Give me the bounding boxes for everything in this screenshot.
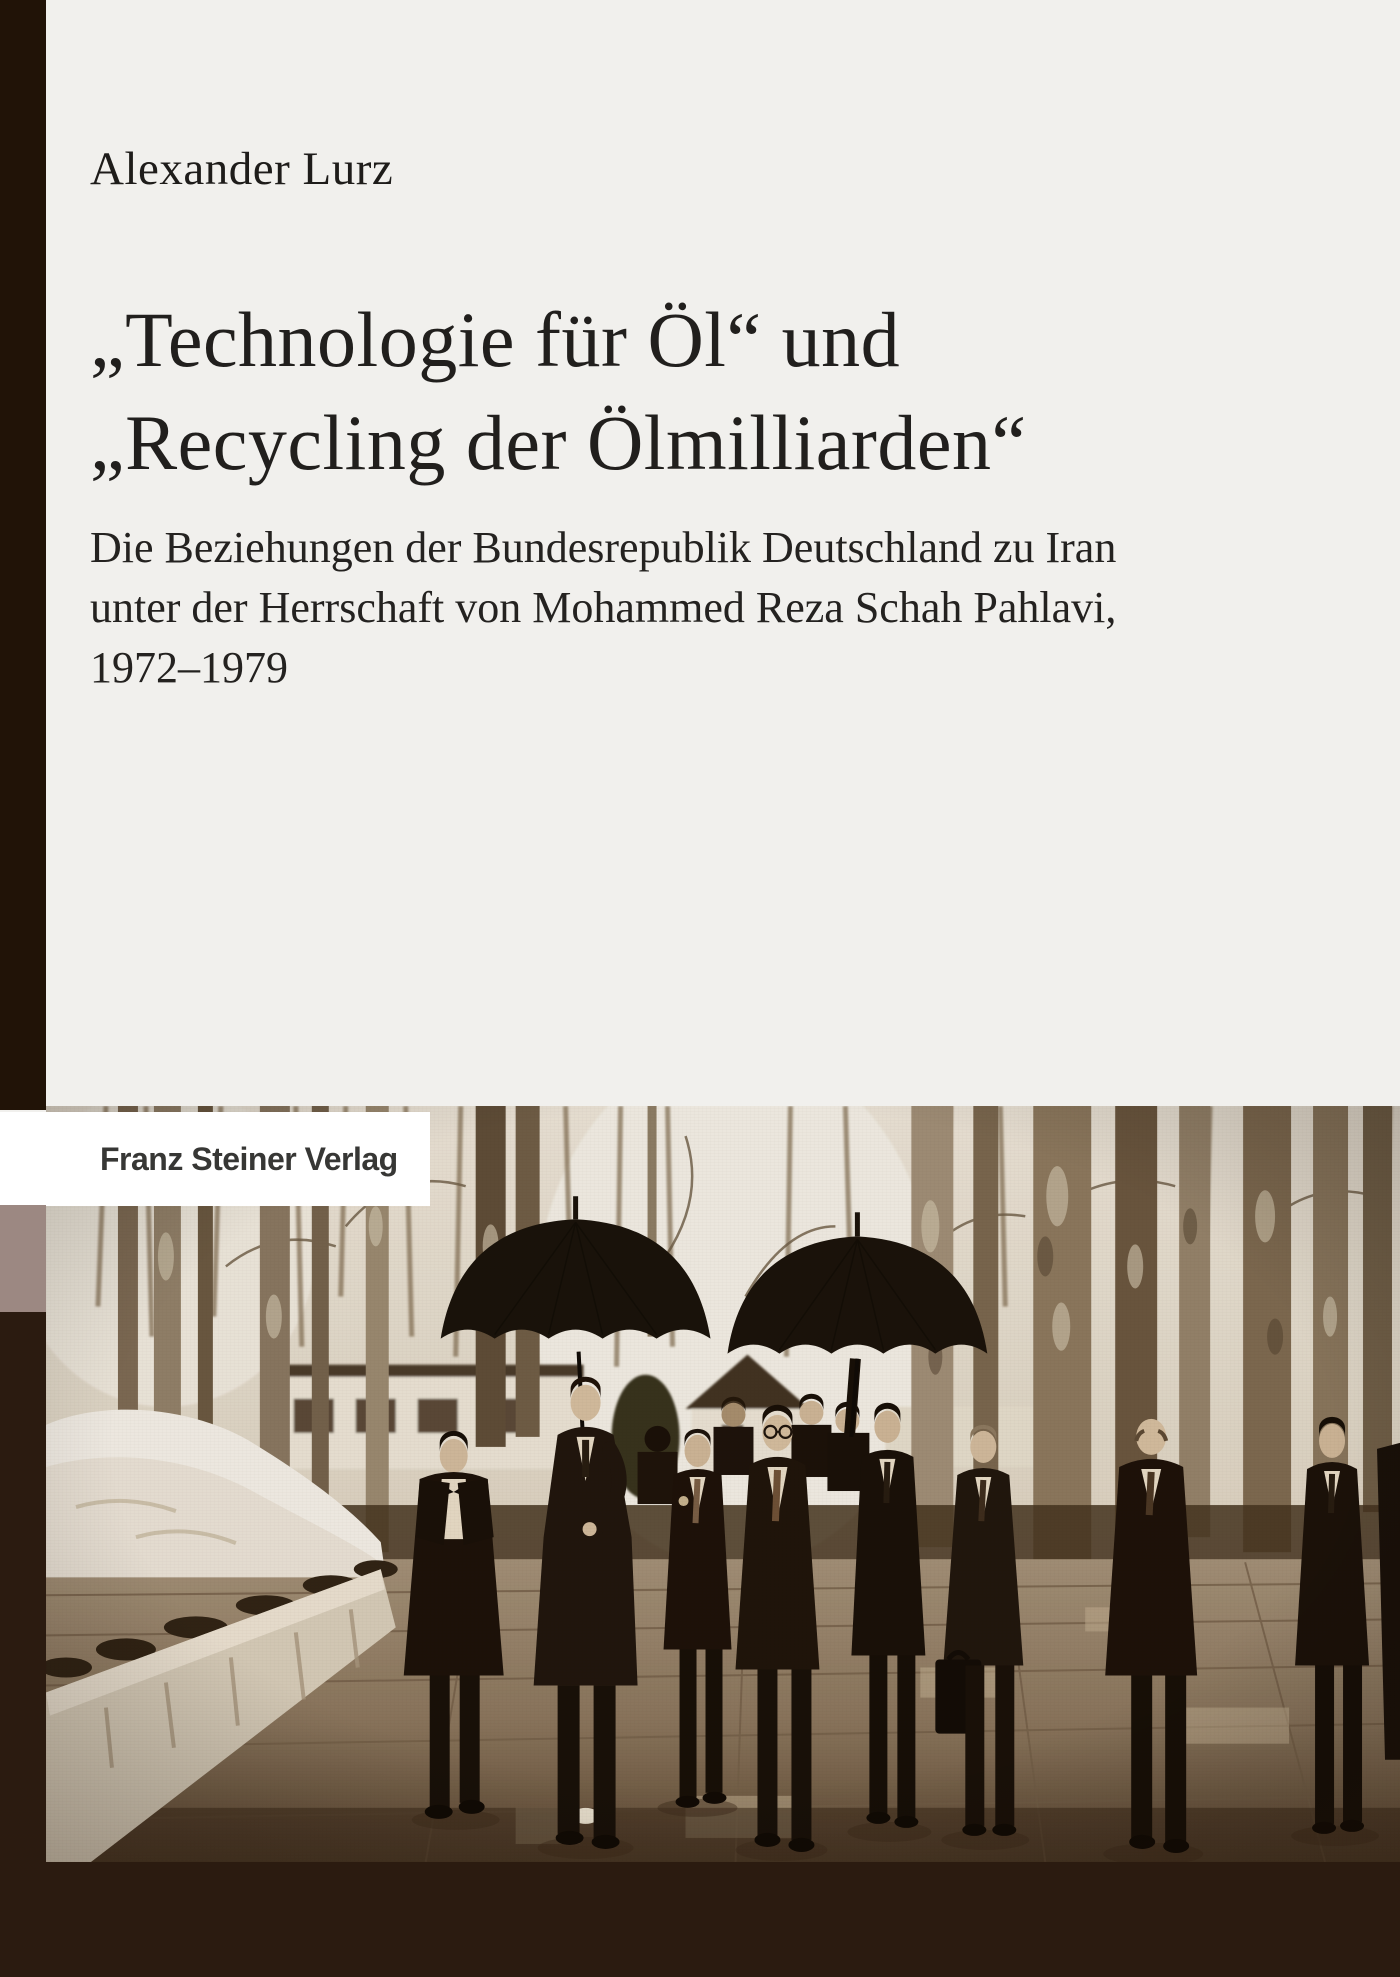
book-title (90, 288, 1027, 494)
cover-photograph (46, 1106, 1400, 1862)
spine-bar-top (0, 0, 46, 1110)
subtitle-line-3: 1972–1979 (90, 643, 288, 692)
spine-bar-bottom (0, 1312, 46, 1872)
photo-scene (46, 1106, 1400, 1862)
footer-band (0, 1862, 1400, 1977)
publisher-band (0, 1112, 430, 1206)
title-line-2: „Recycling der Ölmilliarden“ (90, 399, 1027, 486)
vignette (46, 1106, 1400, 1862)
book-subtitle (90, 518, 1116, 698)
spine-bar-accent (0, 1205, 46, 1312)
subtitle-line-1: Die Beziehungen der Bundesrepublik Deutschland zu Iran (90, 523, 1117, 572)
author-name: Alexander Lurz (90, 143, 394, 195)
publisher-logo: Franz Steiner Verlag (100, 1140, 398, 1177)
subtitle-line-2: unter der Herrschaft von Mohammed Reza Schah Pahlavi, (90, 583, 1117, 632)
title-line-1: „Technologie für Öl“ und (90, 296, 901, 383)
